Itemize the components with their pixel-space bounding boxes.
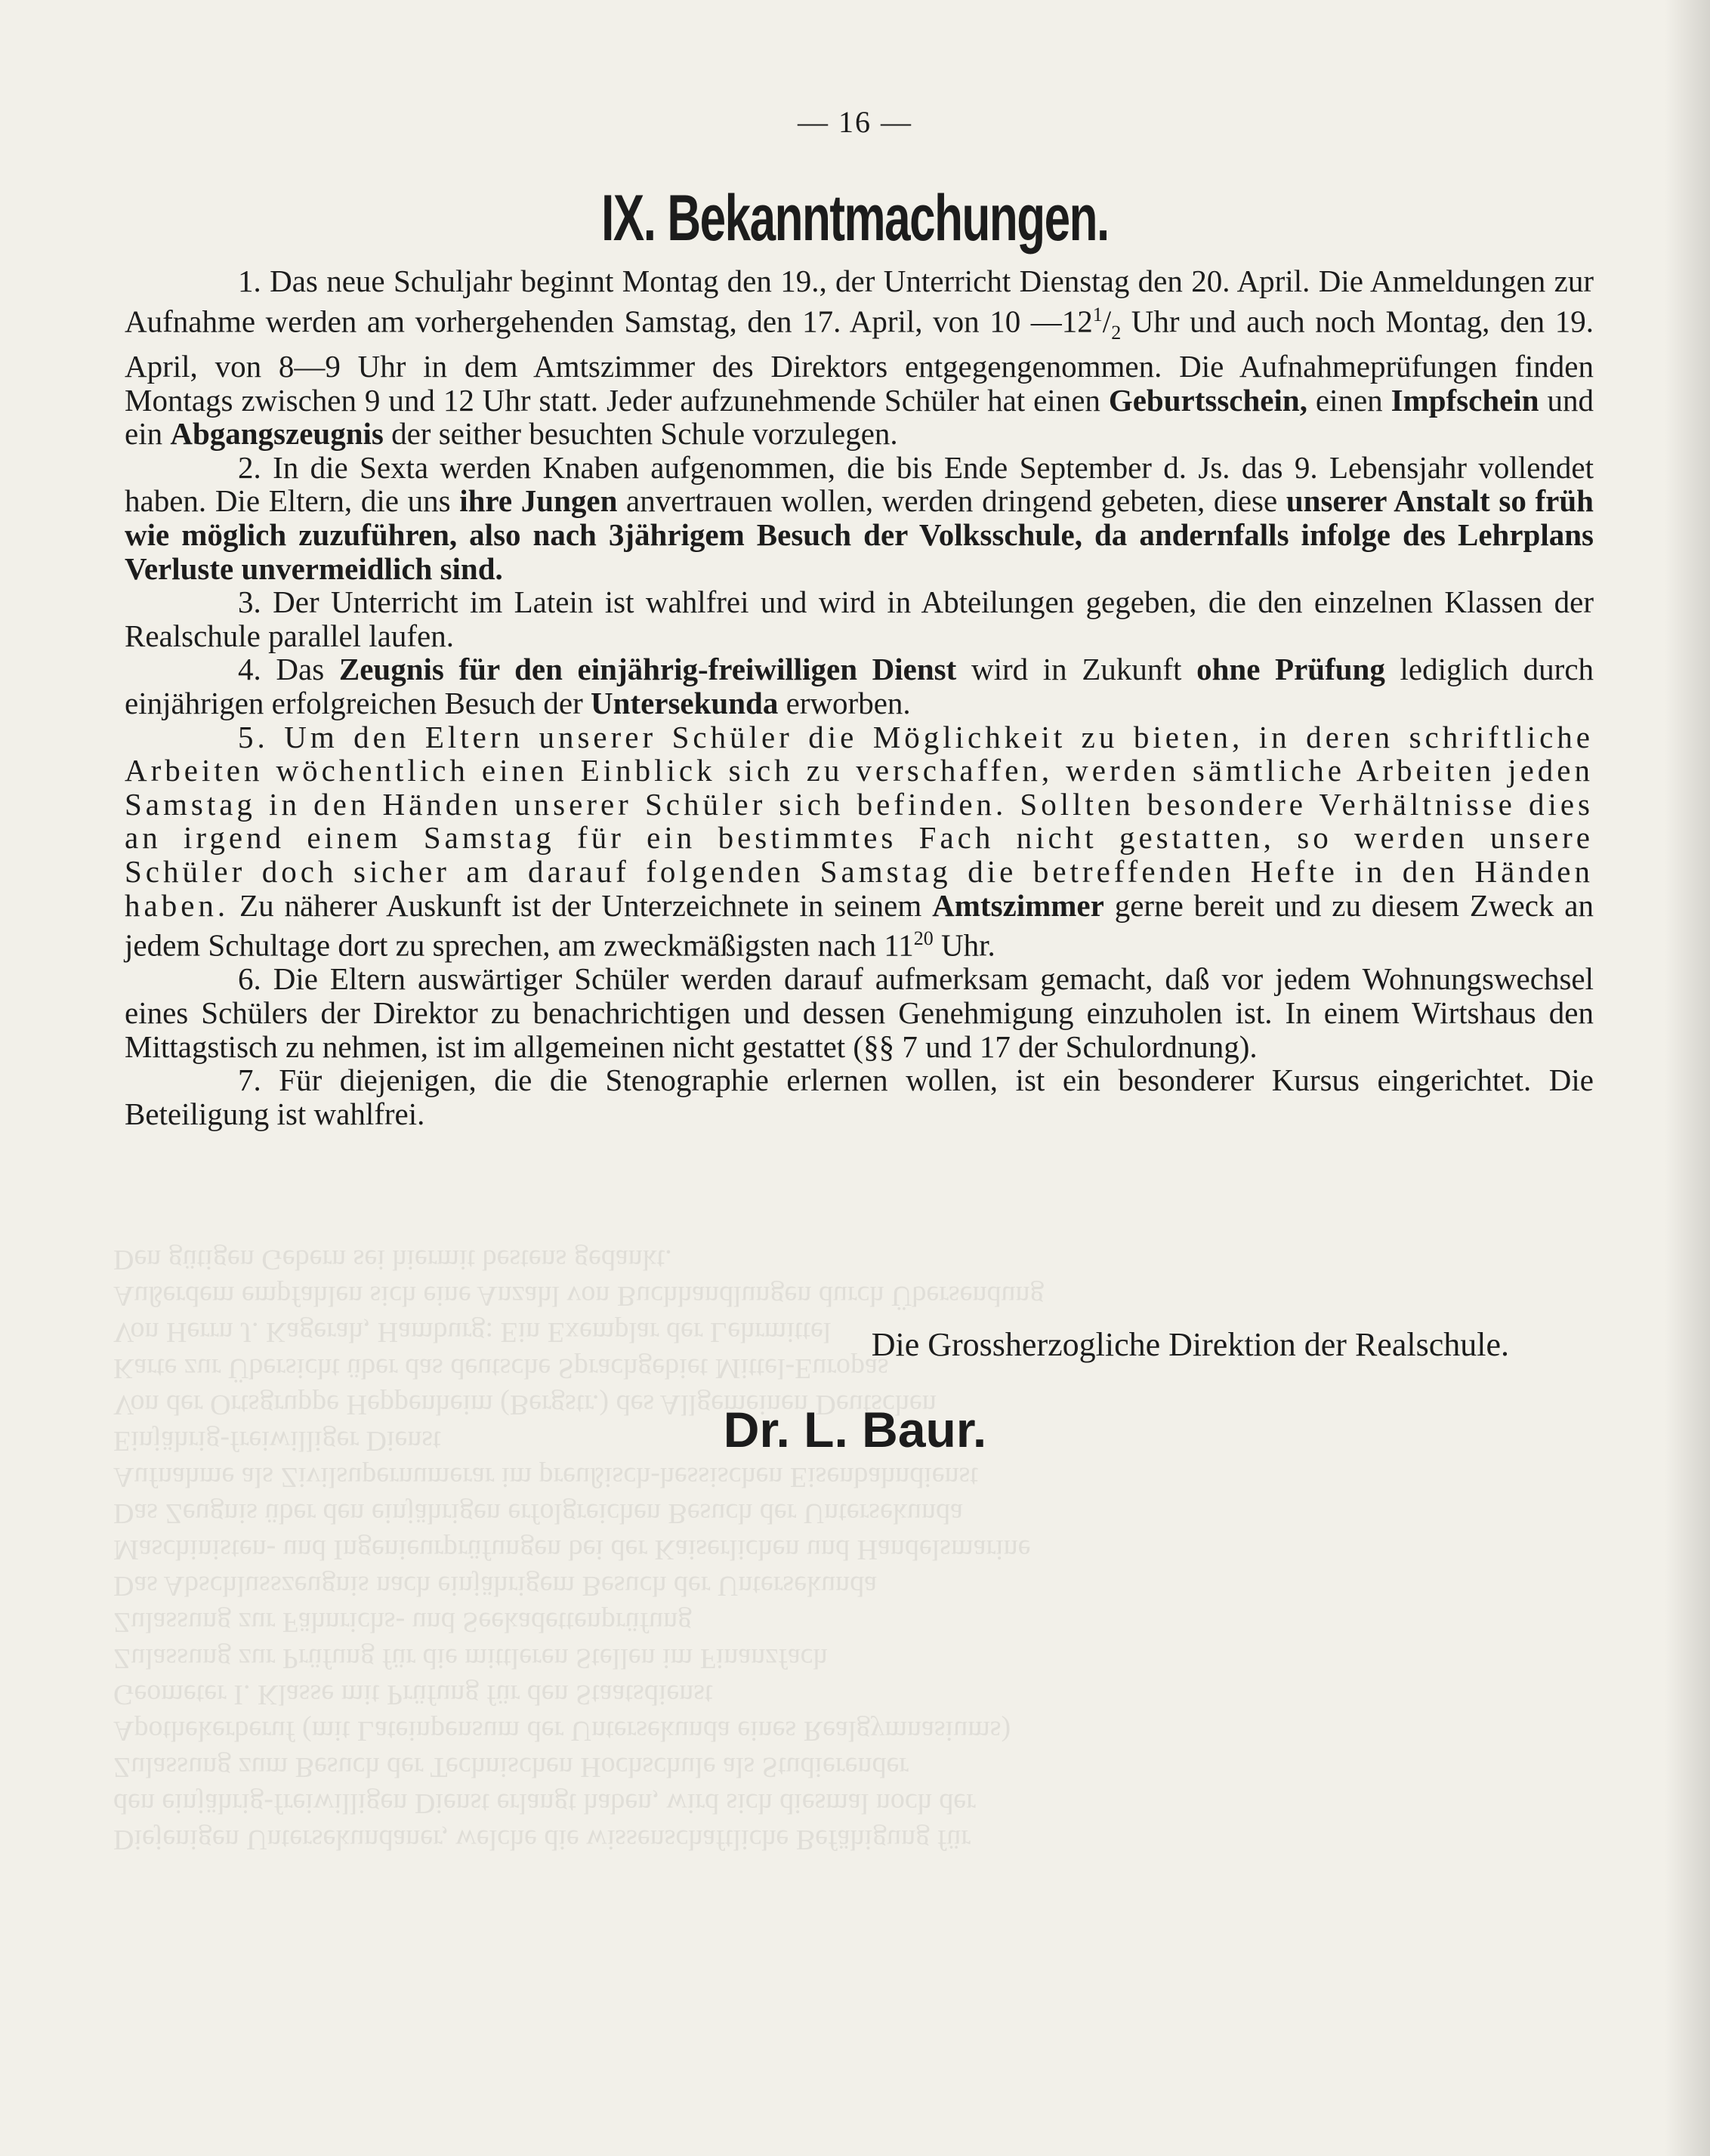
paragraph-text: 3. Der Unterricht im Latein ist wahlfrei und wird in Abteilungen gegeben, die den einzelnen Klassen der Realschule parallel laufen. xyxy=(125,584,1594,653)
paragraph-text: und ein xyxy=(125,382,1594,452)
emphasized-text: Amtszimmer xyxy=(932,887,1104,923)
paragraph-text: anvertrauen wollen, werden dringend gebeten, diese xyxy=(617,483,1286,519)
announcement-item xyxy=(125,720,1594,963)
paragraph-text: einen xyxy=(1307,382,1391,418)
announcement-item xyxy=(125,451,1594,585)
emphasized-text: ohne Prüfung xyxy=(1196,652,1385,687)
emphasized-text: Geburtsschein, xyxy=(1108,382,1307,418)
paragraph-text: 1 xyxy=(1092,303,1103,325)
paragraph-text: 1. Das neue Schuljahr beginnt Montag den 19., der Unterricht Dienstag den 20. April. Die Anmeldungen zur Aufnahme werden am vorhergehenden Samstag, den 17. April, von 10 —12 xyxy=(125,264,1594,339)
announcement-item xyxy=(125,1063,1594,1130)
paragraph-text: 4. Das xyxy=(238,652,339,687)
paragraph-text: wird in Zukunft xyxy=(956,652,1197,687)
bleed-through-text: Diejenigen Untersekundaner, welche die wissenschaftliche Befähigung für den einjährig-freiwilligen Dienst erlangt haben, wird sich diesmal noch der Zulassung zum Besuch der Technischen Hochschule als Studierender Apothekerberuf (mit Lateinpensum der Untersekunda eines Realgymnasiums) Geometer I. Klasse mit Prüfung für den Staatsdienst Zulassung zur Prüfung für die mittleren Stellen im Finanzfach Zulassung zur Fähnrichs- und Seekadettenprüfung Das Abschlusszeugnis nach einjährigem Besuch der Untersekunda Maschinisten- und Ingenieurprüfungen bei der Kaiserlichen und Handelsmarine Das Zeugnis über den einjährigen erfolgreichen Besuch der Untersekunda Aufnahme als Zivilsupernumerar im preußisch-hessischen Eisenbahndienst Einjährig-freiwilliger Dienst Von der Ortsgruppe Heppenheim (Bergstr.) des Allgemeinen Deutschen Karte zur Übersicht über das deutsche Sprachgebiet Mittel-Europas Von Herrn J. Kagerah, Hamburg: Ein Exemplar der Lehrmittel Außerdem empfahlen sich eine Anzahl von Buchhandlungen durch Übersendung Den gütigen Gebern sei hiermit bestens gedankt. xyxy=(113,1244,1045,1855)
emphasized-text: unserer Anstalt so früh wie möglich zuzuführen, also nach 3jährigem Besuch der Volksschule, da andernfalls infolge des Lehrplans Verluste unvermeidlich sind. xyxy=(125,483,1594,586)
emphasized-text: Impfschein xyxy=(1391,382,1539,418)
paragraph-text: der seither besuchten Schule vorzulegen. xyxy=(383,416,898,452)
signature-institution: Die Grossherzogliche Direktion der Realschule. xyxy=(871,1326,1509,1363)
page-number: — 16 — xyxy=(798,105,912,139)
announcement-item xyxy=(125,264,1594,451)
paragraph-text: Uhr und auch noch Montag, den 19. April, von 8—9 Uhr in dem Amtszimmer des Direktors entgegengenommen. Die Aufnahmeprüfungen finden Montags zwischen 9 und 12 Uhr statt. Jeder aufzunehmende Schüler hat einen xyxy=(125,304,1594,418)
emphasized-text: Untersekunda xyxy=(591,685,779,720)
paragraph-text: Uhr. xyxy=(933,927,995,963)
section-heading: IX. Bekanntmachungen. xyxy=(601,182,1109,254)
signature-name: Dr. L. Baur. xyxy=(723,1402,987,1457)
emphasized-text: ihre Jungen xyxy=(459,483,618,519)
announcement-item xyxy=(125,585,1594,652)
paragraph-text: 20 xyxy=(913,927,934,950)
paragraph-text: 2. In die Sexta werden Knaben aufgenommen, die bis Ende September d. Js. das 9. Lebensjahr vollendet haben. Die Eltern, die uns xyxy=(125,449,1594,519)
paragraph-text: 5. Um den Eltern unserer Schüler die Möglichkeit zu bieten, in deren schriftliche Arbeiten wöchentlich einen Einblick sich zu verschaffen, werden sämtliche Arbeiten jeden Samstag in den Händen unserer Schüler sich befinden. Sollten besondere Verhältnisse dies an irgend einem Samstag für ein bestimmtes Fach nicht gestatten, so werden unsere Schüler doch sicher am darauf folgenden Samstag die betreffenden Hefte in den Händen haben. xyxy=(125,719,1594,923)
page-edge-shadow xyxy=(1665,0,1710,2156)
paragraph-text: 6. Die Eltern auswärtiger Schüler werden darauf aufmerksam gemacht, daß vor jedem Wohnungswechsel eines Schülers der Direktor zu benachrichtigen und dessen Genehmigung einzuholen ist. In einem Wirtshaus den Mittagstisch zu nehmen, ist im allgemeinen nicht gestattet (§§ 7 und 17 der Schulordnung). xyxy=(125,961,1594,1064)
emphasized-text: Abgangszeugnis xyxy=(170,416,384,452)
emphasized-text: Zeugnis für den einjährig-freiwilligen Dienst xyxy=(338,652,957,687)
paragraph-text: / xyxy=(1102,304,1112,339)
announcement-item xyxy=(125,962,1594,1063)
announcement-item xyxy=(125,652,1594,720)
paragraph-text: 2 xyxy=(1111,321,1122,344)
paragraph-text: erworben. xyxy=(778,685,911,720)
paragraph-text: gerne bereit und zu diesem Zweck an jedem Schultage dort zu sprechen, am zweckmäßigsten nach 11 xyxy=(125,887,1594,963)
announcements-body xyxy=(125,264,1594,1130)
paragraph-text: 7. Für diejenigen, die die Stenographie erlernen wollen, ist ein besonderer Kursus eingerichtet. Die Beteiligung ist wahlfrei. xyxy=(125,1063,1594,1131)
paragraph-text: lediglich durch einjährigen erfolgreichen Besuch der xyxy=(125,652,1594,720)
paragraph-text: Zu näherer Auskunft ist der Unterzeichnete in seinem xyxy=(229,887,933,923)
